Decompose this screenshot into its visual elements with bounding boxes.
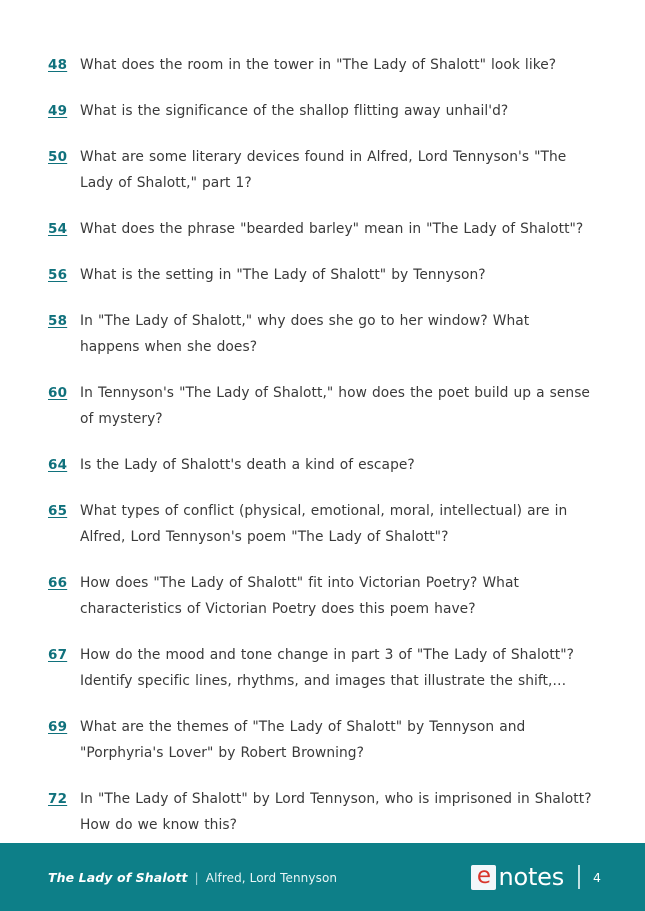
question-text[interactable]: What is the significance of the shallop flitting away unhail'd?	[80, 103, 509, 119]
list-item[interactable]	[48, 786, 593, 838]
list-item[interactable]	[48, 498, 593, 550]
question-number[interactable]: 60	[48, 385, 68, 401]
list-item[interactable]	[48, 308, 593, 360]
question-number[interactable]: 49	[48, 103, 68, 119]
question-number[interactable]: 50	[48, 149, 68, 165]
question-text[interactable]: What does the room in the tower in "The Lady of Shalott" look like?	[80, 57, 557, 73]
question-text[interactable]: How does "The Lady of Shalott" fit into Victorian Poetry? What characteristics of Victorian Poetry does this poem have?	[80, 575, 519, 617]
list-item[interactable]	[48, 144, 593, 196]
question-text[interactable]: What are the themes of "The Lady of Shalott" by Tennyson and "Porphyria's Lover" by Robert Browning?	[80, 719, 526, 761]
footer-separator: |	[194, 869, 199, 885]
question-text[interactable]: In "The Lady of Shalott," why does she go to her window? What happens when she does?	[80, 313, 530, 355]
list-item[interactable]	[48, 570, 593, 622]
question-text[interactable]: What types of conflict (physical, emotional, moral, intellectual) are in Alfred, Lord Tennyson's poem "The Lady of Shalott"?	[80, 503, 568, 545]
question-number[interactable]: 66	[48, 575, 68, 591]
list-item[interactable]	[48, 216, 593, 242]
question-number[interactable]: 56	[48, 267, 68, 283]
footer-author: Alfred, Lord Tennyson	[205, 870, 338, 885]
question-number[interactable]: 58	[48, 313, 68, 329]
question-text[interactable]: What are some literary devices found in Alfred, Lord Tennyson's "The Lady of Shalott," part 1?	[80, 149, 567, 191]
footer-citation	[48, 870, 337, 885]
footer-branding	[471, 862, 601, 891]
list-item[interactable]	[48, 452, 593, 478]
enotes-e-mark-icon: e	[471, 865, 496, 890]
footer-work-title: The Lady of Shalott	[48, 869, 188, 885]
list-item[interactable]	[48, 380, 593, 432]
question-text[interactable]: Is the Lady of Shalott's death a kind of escape?	[80, 457, 415, 473]
question-number[interactable]: 69	[48, 719, 68, 735]
page-footer	[0, 843, 645, 911]
question-text[interactable]: In "The Lady of Shalott" by Lord Tennyson, who is imprisoned in Shalott? How do we know this?	[80, 791, 592, 833]
question-number[interactable]: 72	[48, 791, 68, 807]
question-text[interactable]: What does the phrase "bearded barley" mean in "The Lady of Shalott"?	[80, 221, 584, 237]
list-item[interactable]	[48, 642, 593, 694]
question-text[interactable]: In Tennyson's "The Lady of Shalott," how does the poet build up a sense of mystery?	[80, 385, 590, 427]
question-number[interactable]: 67	[48, 647, 68, 663]
question-list	[48, 52, 593, 858]
page-number: 4	[593, 869, 601, 885]
list-item[interactable]	[48, 262, 593, 288]
enotes-logo[interactable]	[471, 862, 565, 891]
question-number[interactable]: 64	[48, 457, 68, 473]
question-number[interactable]: 65	[48, 503, 68, 519]
question-text[interactable]: What is the setting in "The Lady of Shalott" by Tennyson?	[80, 267, 486, 283]
list-item[interactable]	[48, 714, 593, 766]
list-item[interactable]	[48, 52, 593, 78]
question-number[interactable]: 48	[48, 57, 68, 73]
question-text[interactable]: How do the mood and tone change in part 3 of "The Lady of Shalott"? Identify specific lines, rhythms, and images that illustrate the shift,…	[80, 647, 575, 689]
enotes-wordmark: notes	[498, 863, 565, 891]
list-item[interactable]	[48, 98, 593, 124]
question-number[interactable]: 54	[48, 221, 68, 237]
footer-divider	[578, 865, 580, 889]
